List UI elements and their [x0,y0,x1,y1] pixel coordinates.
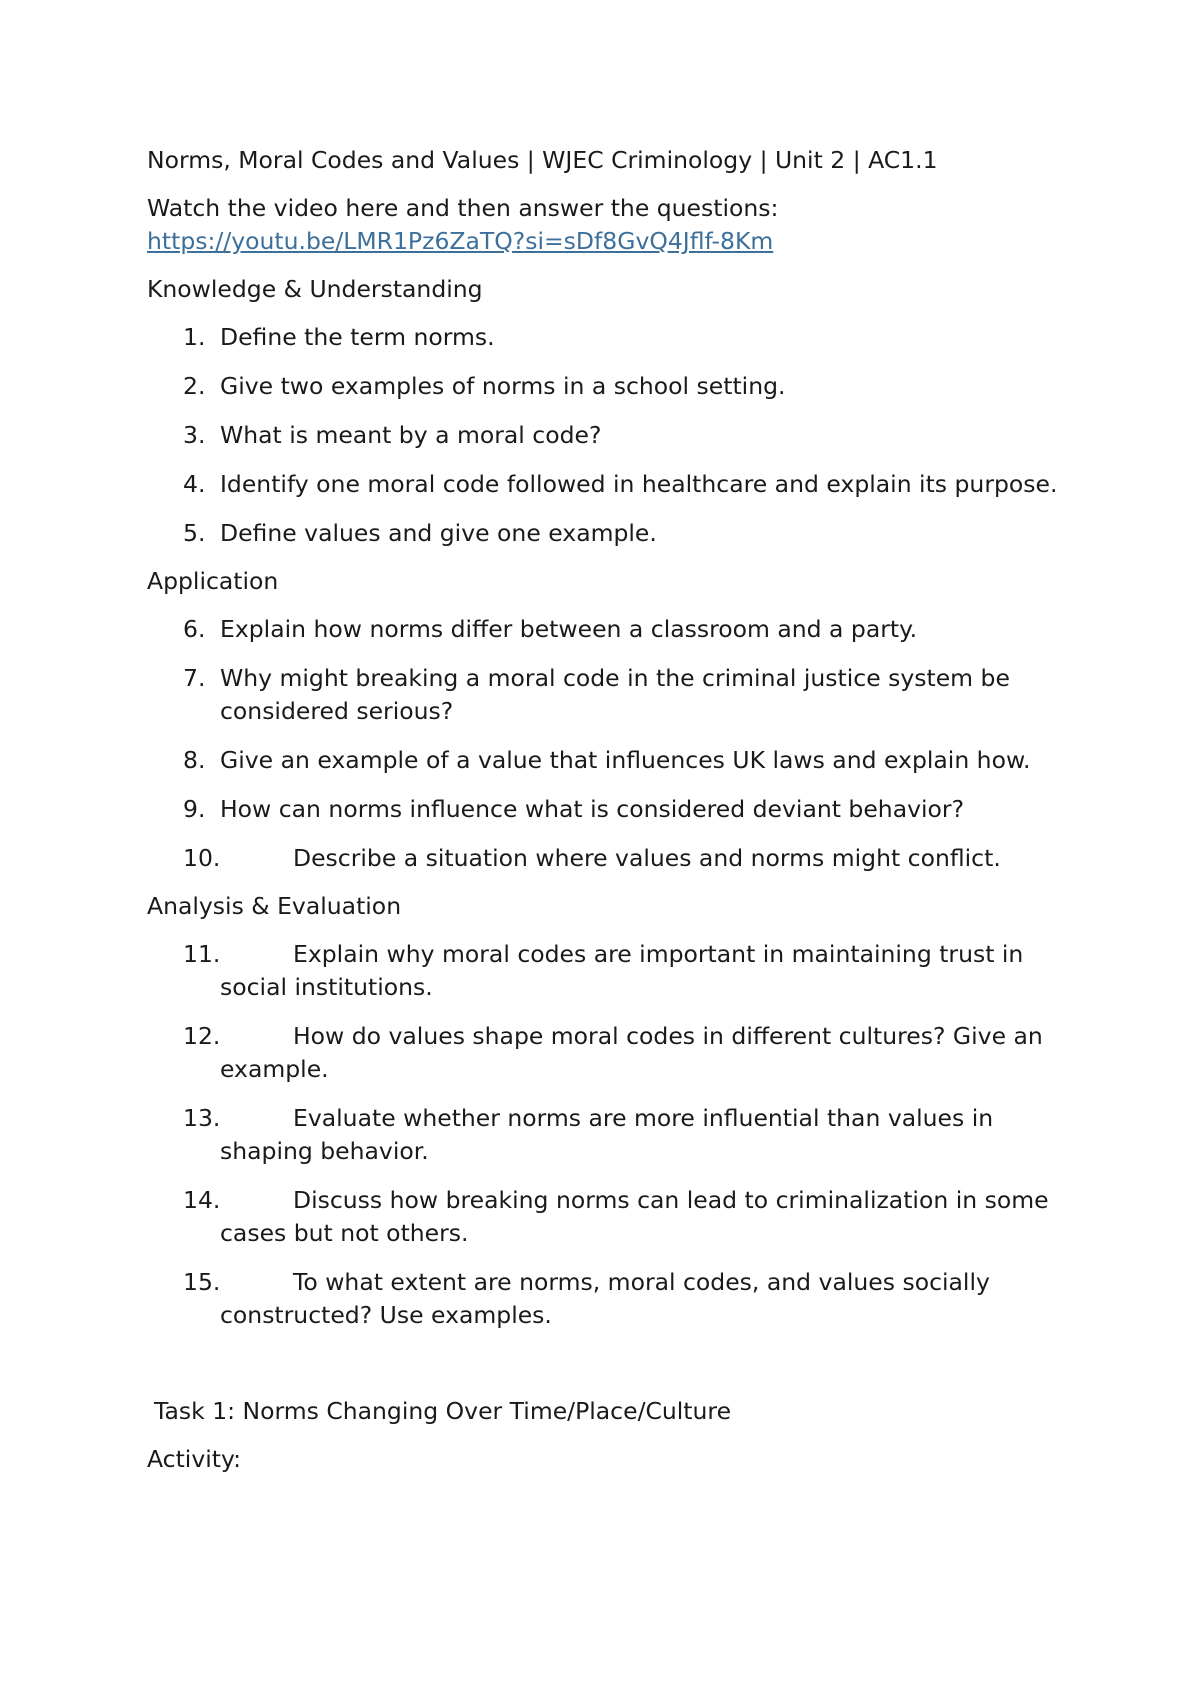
video-link[interactable]: https://youtu.be/LMR1Pz6ZaTQ?si=sDf8GvQ4Jflf-8Km [147,227,774,255]
question-number: 14. [183,1186,221,1214]
question-item [147,321,1087,354]
question-text: To what extent are norms, moral codes, and values socially constructed? Use examples. [220,1268,990,1329]
activity-label: Activity: [147,1445,242,1473]
intro-paragraph [147,192,1087,258]
question-number: 1. [183,323,206,351]
question-number: 8. [183,746,206,774]
question-item [147,938,1087,1004]
spacer [147,1347,1087,1395]
question-number: 10. [183,844,221,872]
question-item [147,468,1087,501]
question-text: Why might breaking a moral code in the criminal justice system be considered serious? [220,664,1010,725]
task-title: Task 1: Norms Changing Over Time/Place/Culture [154,1397,732,1425]
question-item [147,613,1087,646]
question-list-application [147,613,1087,875]
question-text: How do values shape moral codes in different cultures? Give an example. [220,1022,1043,1083]
question-number: 12. [183,1022,221,1050]
question-item [147,419,1087,452]
question-list-knowledge [147,321,1087,550]
document-page [147,144,1087,1476]
question-item [147,370,1087,403]
question-number: 7. [183,664,206,692]
question-item [147,1184,1087,1250]
question-text: Describe a situation where values and norms might conflict. [293,844,1001,872]
question-item [147,662,1087,728]
question-item [147,1020,1087,1086]
question-number: 3. [183,421,206,449]
question-text: Give two examples of norms in a school setting. [220,372,786,400]
question-number: 15. [183,1268,221,1296]
question-text: Evaluate whether norms are more influential than values in shaping behavior. [220,1104,994,1165]
question-text: Give an example of a value that influences UK laws and explain how. [220,746,1031,774]
question-number: 2. [183,372,206,400]
intro-text: Watch the video here and then answer the questions: [147,194,779,222]
question-item [147,744,1087,777]
question-item [147,793,1087,826]
question-text: Discuss how breaking norms can lead to criminalization in some cases but not others. [220,1186,1049,1247]
question-text: Explain why moral codes are important in maintaining trust in social institutions. [220,940,1024,1001]
question-number: 11. [183,940,221,968]
question-text: Define the term norms. [220,323,495,351]
question-item [147,842,1087,875]
question-number: 5. [183,519,206,547]
question-text: Explain how norms differ between a classroom and a party. [220,615,918,643]
question-number: 9. [183,795,206,823]
document-title: Norms, Moral Codes and Values | WJEC Criminology | Unit 2 | AC1.1 [147,146,938,174]
question-number: 6. [183,615,206,643]
question-list-analysis [147,938,1087,1332]
section-heading-analysis: Analysis & Evaluation [147,892,402,920]
question-number: 4. [183,470,206,498]
section-heading-knowledge: Knowledge & Understanding [147,275,483,303]
question-text: Identify one moral code followed in healthcare and explain its purpose. [220,470,1058,498]
question-text: Define values and give one example. [220,519,657,547]
question-item [147,517,1087,550]
question-text: What is meant by a moral code? [220,421,602,449]
section-heading-application: Application [147,567,279,595]
question-item [147,1102,1087,1168]
question-number: 13. [183,1104,221,1132]
question-item [147,1266,1087,1332]
question-text: How can norms influence what is considered deviant behavior? [220,795,965,823]
